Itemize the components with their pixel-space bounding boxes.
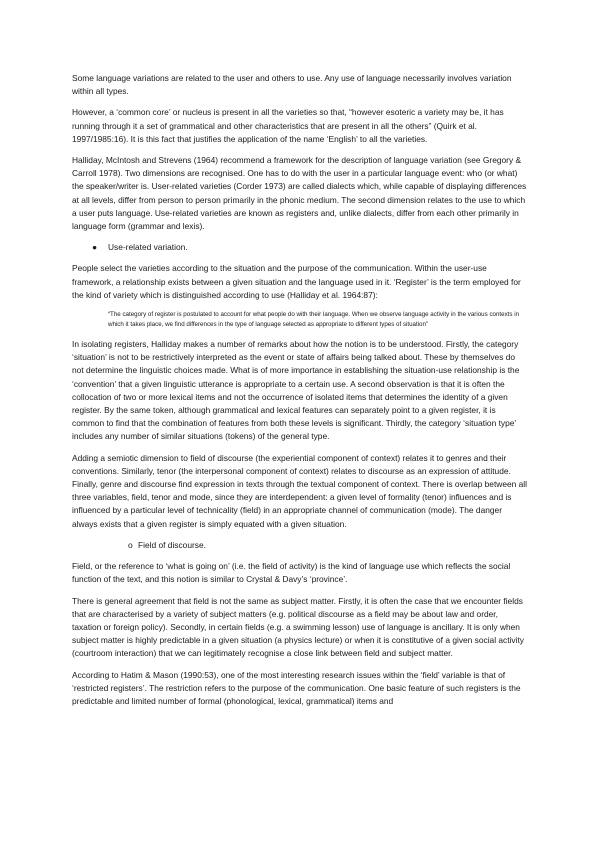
- paragraph: People select the varieties according to the situation and the purpose of the communication. Within the user-use framework, a relationship exists between a given situation and the language used in it. ‘Register’ is the term employed for the kind of variety which is distinguished according to use (Halliday et al. 1964:87):: [72, 263, 521, 300]
- paragraph: Halliday, McIntosh and Strevens (1964) recommend a framework for the description of language variation (see Gregory & Carroll 1978). Two dimensions are recognised. One has to do with the user in a particular language event: who (or what) the speaker/writer is. User-related varieties (Corder 1973) are called dialects which, while capable of displaying differences at all levels, differ from person to person primarily in the phonic medium. The second dimension relates to the use to which a user puts language. Use-related varieties are known as registers and, unlike dialects, differ from each other primarily in language form (grammar and lexis).: [72, 155, 527, 232]
- paragraph: Adding a semiotic dimension to field of discourse (the experiential component of context) relates it to genres and their conventions. Similarly, tenor (the interpersonal component of context) relates to discourse as an expression of attitude. Finally, genre and discourse find expression in texts through the textual component of context. There is overlap between all three variables, field, tenor and mode, since they are interdependent: a given level of formality (tenor) influences and is influenced by a particular level of technicality (field) in an appropriate channel of communication (mode). The danger always exists that a given register is simply equated with a given situation.: [72, 452, 527, 529]
- paragraph: Some language variations are related to the user and others to use. Any use of language necessarily involves variation within all types.: [72, 73, 512, 97]
- bullet-item-field-of-discourse: [72, 539, 528, 552]
- paragraph: Field, or the reference to ‘what is going on’ (i.e. the field of activity) is the kind of language use which reflects the social function of the text, and this notion is similar to Crystal & Davy’s ‘province’.: [72, 561, 511, 585]
- paragraph: There is general agreement that field is not the same as subject matter. Firstly, it is often the case that we encounter fields that are characterised by a variety of subject matters (e.g. political discourse as a field may be about law and order, taxation or foreign policy). Secondly, in certain fields (e.g. a swimming lesson) use of language is ancillary. It is only when subject matter is highly predictable in a given situation (a physics lecture) or when it is constitutive of a given social activity (courtroom interaction) that we can legitimately recognise a close link between field and subject matter.: [72, 595, 524, 659]
- block-quote: “The category of register is postulated to account for what people do with their language. When we observe language activity in the various contexts in which it takes place, we find differences in the type of language selected as appropriate to different types of situation”: [108, 311, 520, 329]
- bullet-text: Field of discourse.: [138, 539, 206, 550]
- paragraph: However, a ‘common core’ or nucleus is present in all the varieties so that, “however esoteric a variety may be, it has running through it a set of grammatical and other characteristics that are present in all the others” (Quirk et al. 1997/1985:16). It is this fact that justifies the application of the name ‘English’ to all the varieties.: [72, 107, 504, 144]
- bullet-text: Use-related variation.: [108, 242, 188, 253]
- bullet-icon: o: [128, 539, 133, 550]
- paragraph: According to Hatim & Mason (1990:53), one of the most interesting research issues within the ‘field’ variable is that of ‘restricted registers’. The restriction refers to the purpose of the communication. One basic feature of such registers is the predictable and limited number of formal (phonological, lexical, grammatical) items and: [72, 669, 521, 706]
- bullet-item-use-related-variation: [72, 241, 528, 254]
- paragraph: In isolating registers, Halliday makes a number of remarks about how the notion is to be understood. Firstly, the category ‘situation’ is not to be restrictively interpreted as the event or state of affairs being talked about. These by themselves do not determine the linguistic choices made. What is of more importance in establishing the situation-use relationship is the ‘convention’ that a given linguistic utterance is appropriate to a certain use. A second observation is that it is often the collocation of two or more lexical items and not the occurrence of isolated items that determines the identity of a given register. By the same token, although grammatical and lexical features can separately point to a given register, it is common to find that the combination of features from both these levels is significant. Thirdly, the category ‘situation type’ includes any number of similar situations (tokens) of the general type.: [72, 339, 520, 442]
- bullet-icon: ●: [92, 242, 98, 253]
